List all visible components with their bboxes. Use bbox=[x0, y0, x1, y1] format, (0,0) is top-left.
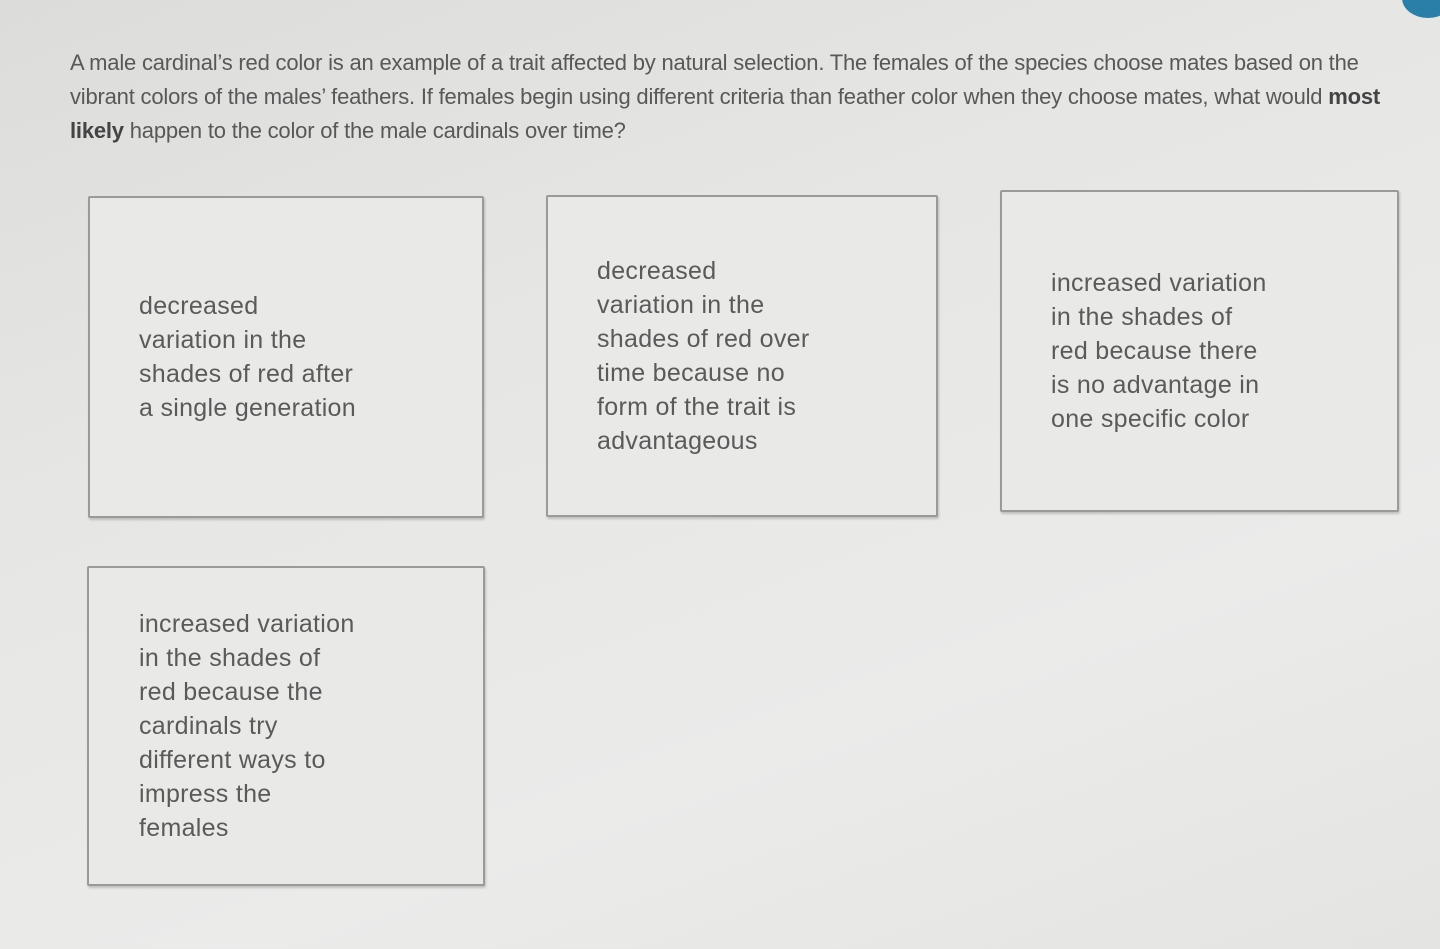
answer-option-d[interactable] bbox=[87, 566, 485, 886]
answer-option-c[interactable] bbox=[1000, 190, 1399, 512]
answer-option-b-text: decreased variation in the shades of red over time because no form of the trait is advantageous bbox=[597, 257, 810, 455]
answer-option-a-text: decreased variation in the shades of red after a single generation bbox=[139, 292, 356, 422]
answer-option-a[interactable] bbox=[88, 196, 484, 518]
question-emphasis: most likely bbox=[70, 84, 1381, 143]
answer-option-d-text: increased variation in the shades of red because the cardinals try different ways to impress the females bbox=[139, 610, 355, 842]
answer-option-c-text: increased variation in the shades of red because there is no advantage in one specific color bbox=[1051, 269, 1267, 433]
question-text-after: happen to the color of the male cardinals over time? bbox=[123, 118, 626, 143]
answer-option-b[interactable] bbox=[546, 195, 938, 517]
corner-badge bbox=[1402, 0, 1440, 18]
question-text-before: A male cardinal’s red color is an example of a trait affected by natural selection. The females of the species choose mates based on the vibrant colors of the males’ feathers. If females begin using different criteria than feather color when they choose mates, what would bbox=[70, 50, 1359, 109]
question-text bbox=[70, 46, 1415, 148]
